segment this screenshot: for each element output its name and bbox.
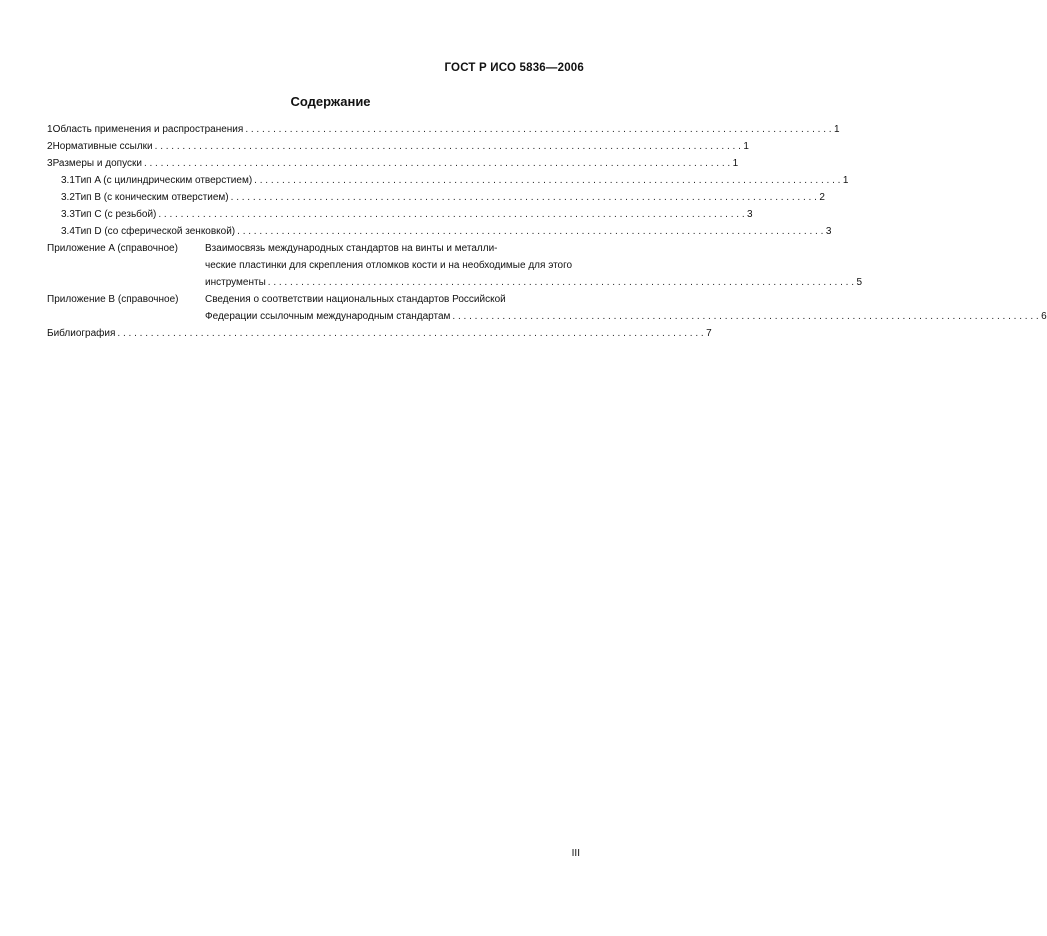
dot-leader: [237, 223, 823, 240]
appendix-title-last-line: [205, 308, 1047, 325]
toc-entry-page: 7: [706, 328, 712, 339]
toc-entry-number: 1: [47, 124, 53, 135]
toc-entry-title: Размеры и допуски: [52, 158, 142, 169]
dot-leader: [158, 206, 744, 223]
table-of-contents: [47, 121, 1047, 342]
appendix-title-line: инструменты: [205, 277, 266, 288]
toc-entry-page: 3: [825, 226, 832, 237]
toc-entry-title: Тип D (со сферической зенковкой): [74, 226, 236, 237]
toc-entry-number: 3: [47, 158, 53, 169]
standard-number: ГОСТ Р ИСО 5836—2006: [444, 62, 584, 74]
page-number: III: [571, 848, 580, 859]
toc-subentry[interactable]: [47, 223, 832, 240]
toc-entry-page: 3: [747, 209, 753, 220]
appendix-label: Приложение A (справочное): [47, 243, 178, 254]
toc-entry-number: 3.1: [61, 175, 75, 186]
toc-entry[interactable]: [47, 121, 840, 138]
toc-entry-title: Тип A (с цилиндрическим отверстием): [74, 175, 253, 186]
dot-leader: [452, 308, 1038, 325]
appendix-title-line: ческие пластинки для скрепления отломков кости и на необходимые для этого: [205, 260, 573, 271]
toc-appendix-b[interactable]: [47, 291, 1047, 325]
dot-leader: [155, 138, 741, 155]
toc-entry-title: Тип C (с резьбой): [74, 209, 157, 220]
appendix-title-line: Федерации ссылочным международным стандартам: [205, 311, 451, 322]
toc-entry-title: Тип B (с коническим отверстием): [74, 192, 229, 203]
dot-leader: [117, 325, 703, 342]
toc-entry[interactable]: [47, 155, 739, 172]
appendix-title-line: Сведения о соответствии национальных стандартов Российской: [205, 294, 506, 305]
toc-entry[interactable]: [47, 138, 749, 155]
toc-entry-page: 1: [732, 158, 739, 169]
toc-bibliography[interactable]: [47, 325, 712, 342]
appendix-label: Приложение B (справочное): [47, 294, 179, 305]
toc-entry-number: 2: [47, 141, 53, 152]
toc-entry-page: 5: [856, 277, 862, 288]
toc-entry-page: 2: [819, 192, 825, 203]
toc-subentry[interactable]: [47, 206, 753, 223]
toc-title: Содержание: [290, 94, 371, 109]
toc-entry-page: 1: [833, 124, 840, 135]
toc-entry-number: 3.4: [61, 226, 75, 237]
appendix-title-line: Взаимосвязь международных стандартов на винты и металли-: [205, 243, 498, 254]
toc-subentry[interactable]: [47, 189, 825, 206]
toc-subentry[interactable]: [47, 172, 849, 189]
toc-appendix-a[interactable]: [47, 240, 862, 291]
toc-entry-title: Библиография: [47, 328, 116, 339]
toc-entry-number: 3.2: [61, 192, 75, 203]
dot-leader: [144, 155, 730, 172]
toc-entry-page: 1: [743, 141, 749, 152]
dot-leader: [254, 172, 840, 189]
dot-leader: [231, 189, 817, 206]
toc-entry-title: Область применения и распространения: [52, 124, 244, 135]
toc-entry-title: Нормативные ссылки: [52, 141, 153, 152]
dot-leader: [268, 274, 854, 291]
appendix-title-last-line: [117, 274, 862, 291]
toc-entry-number: 3.3: [61, 209, 75, 220]
toc-entry-page: 6: [1041, 311, 1047, 322]
toc-entry-page: 1: [842, 175, 849, 186]
dot-leader: [245, 121, 831, 138]
